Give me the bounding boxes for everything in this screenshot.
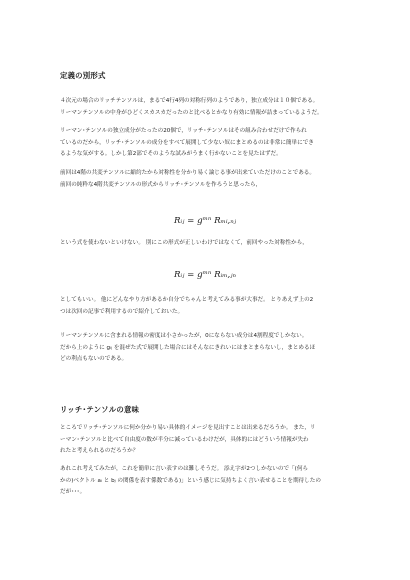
- paragraph-riemann-components: [60, 126, 360, 161]
- paragraph-hard-to-express: [60, 464, 360, 499]
- text-line: リーマンテンソルの中身がひどくスカスカだったのと比べるとかなり有効に情報が詰まっているようだ。: [60, 109, 323, 116]
- text-line: かの)ベクトル aᵢ と bⱼ の関係を表す係数である)」という感じに気持ちよく言い表せることを期待したの: [60, 477, 321, 484]
- paragraph-information-density: [60, 331, 360, 366]
- paragraph-concrete-image: [60, 423, 360, 458]
- text-line: ところでリッチ･テンソルに何か分かり易い具体的イメージを見出すことは出来るだろうか。 また，リ: [60, 425, 316, 431]
- text-line: 前回は4階の共変テンソルに縮約たから対称性を分かり易く論じる事が出来ていただけのことである。: [60, 170, 315, 176]
- text-line: れたと考えられるのだろうか？: [60, 448, 139, 455]
- text-line: 前回の純粋な4階共変テンソルの形式からリッチ･テンソルを作ろうと思ったら，: [60, 181, 262, 188]
- text-line: どの利点もないのである。: [60, 356, 128, 363]
- text-line: リーマンテンソルに含まれる情報の密度は小さかったが，0にならない成分は4割程度でしかない。: [60, 333, 308, 339]
- text-line: あれこれ考えてみたが，これを簡単に言い表すのは難しそうだ。 添え字が2つしかないので「(何ら: [60, 466, 309, 472]
- text-line: ーマン･テンソルと比べて自由度の数が半分に減っているわけだが，具体的にはどういう情報が失わ: [60, 436, 309, 443]
- section-heading-alternate-definition: 定義の別形式: [60, 71, 106, 80]
- text-line: だから上のように gᵢⱼ を混ぜた式で展開した場合にはそんなにきれいにはまとまらないし，まとめるほ: [60, 344, 316, 351]
- paragraph-independent-components: [60, 96, 360, 119]
- text-line: ４次元の場合のリッチテンソルは，まるで4行4列の対称行列のようであり，独立成分は１０個である。: [60, 98, 319, 104]
- equation-ricci-contraction-2: Rᵢⱼ = gᵐⁿ Rᵢₘ,ⱼₙ: [173, 270, 237, 280]
- text-line: つは次回の記事で利用するので紹介しておいた。: [60, 308, 184, 315]
- paragraph-alternative-form: [60, 295, 360, 318]
- paragraph-previous-form: [60, 168, 360, 191]
- equation-ricci-contraction-1: Rᵢⱼ = gᵐⁿ Rₘᵢ,ₙⱼ: [173, 216, 237, 226]
- section-heading-meaning-of-ricci-tensor: リッチ･テンソルの意味: [60, 405, 140, 414]
- paragraph-formula-note: [60, 238, 360, 250]
- text-line: としてもいい。 他にどんなやり方があるか自分でちゃんと考えてみる事が大事だ。 とりあえず上の2: [60, 297, 314, 303]
- text-line: という式を使わないといけない。 別にこの形式が正しいわけではなくて，前回やった対称性から，: [60, 240, 308, 246]
- text-line: るような気がする。しかし第2部でそのような試みがうまく行かないことを見たはずだ。: [60, 151, 282, 158]
- text-line: リーマン･テンソルの独立成分がたったの20個で，リッチ･テンソルはその組み合わせだけで作られ: [60, 128, 307, 134]
- text-line: だが･･･。: [60, 489, 86, 496]
- text-line: ているのだから，リッチ･テンソルの成分をすべて展開して少ない奴にまとめるのは非常に簡単にでき: [60, 139, 314, 146]
